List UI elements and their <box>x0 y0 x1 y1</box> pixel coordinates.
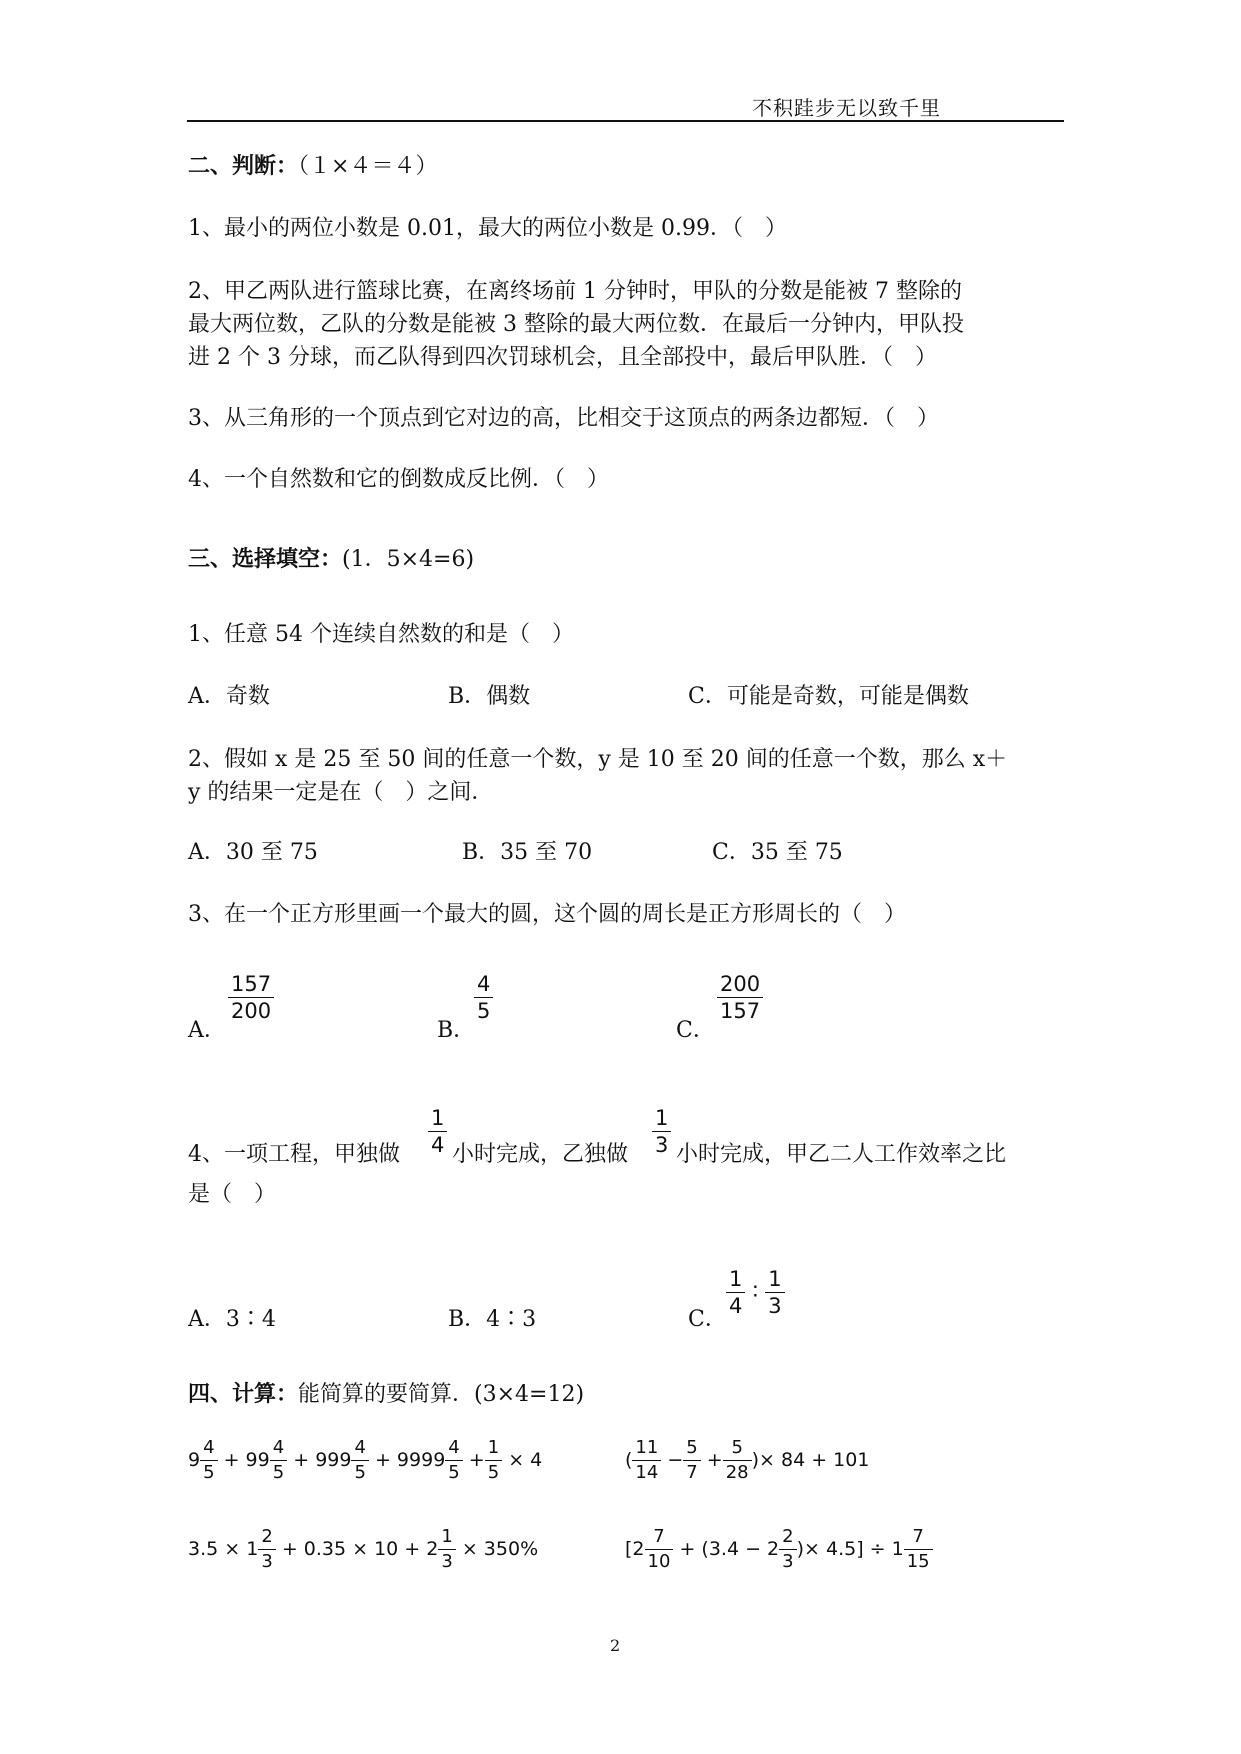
sec3-q4-option-a: A．3∶4 <box>188 1307 276 1332</box>
sec2-item-2-line2: 最大两位数，乙队的分数是能被 3 整除的最大两位数．在最后一分钟内，甲队投 <box>188 312 964 337</box>
sec3-q3-option-a-label: A． <box>188 1018 226 1043</box>
fraction-denominator: 3 <box>261 1551 273 1572</box>
fraction-numerator: 7 <box>645 1525 674 1550</box>
ratio-colon: ∶ <box>752 1280 759 1305</box>
expr-text: + 99 <box>223 1449 270 1471</box>
fraction-numerator: 4 <box>445 1436 462 1461</box>
calc-expression-3 <box>188 1525 538 1574</box>
expr-text: + <box>706 1449 723 1471</box>
sec2-item-1: 1、最小的两位小数是 0.01，最大的两位小数是 0.99．（ ） <box>188 216 787 241</box>
fraction-denominator: 5 <box>203 1462 215 1483</box>
section-2-score: （１×４＝４） <box>298 154 438 179</box>
fraction-numerator: 1 <box>428 1105 447 1132</box>
expr-text: + 9999 <box>374 1449 446 1471</box>
sec3-q3: 3、在一个正方形里画一个最大的圆，这个圆的周长是正方形周长的（ ） <box>188 902 906 927</box>
section-2-title: 二、判断： <box>188 154 299 179</box>
sec3-q2-line1: 2、假如 x 是 25 至 50 间的任意一个数，y 是 10 至 20 间的任意一个数，那么 x＋ <box>188 747 1008 772</box>
fraction-denominator: 3 <box>441 1551 453 1572</box>
fraction-numerator: 200 <box>717 971 763 998</box>
sec3-q4-option-c-label: C． <box>688 1307 727 1332</box>
sec3-q2-option-c: C．35 至 75 <box>712 840 843 865</box>
sec2-item-2-line1: 2、甲乙两队进行篮球比赛，在离终场前 1 分钟时，甲队的分数是能被 7 整除的 <box>188 279 962 304</box>
fraction-denominator: 28 <box>725 1462 749 1483</box>
sec3-q4-part3: 小时完成，甲乙二人工作效率之比 <box>676 1142 1007 1167</box>
sec3-q3-option-b-label: B． <box>437 1018 476 1043</box>
section-2-heading <box>188 150 437 183</box>
calc-expression-4 <box>625 1525 933 1574</box>
expr-text: ( <box>625 1449 633 1471</box>
section-3-heading <box>188 543 474 576</box>
sec3-q1-option-b: B．偶数 <box>448 684 531 709</box>
sec3-q3-option-c-label: C． <box>676 1018 715 1043</box>
sec3-q4-option-c-ratio <box>726 1266 785 1319</box>
sec3-q1-option-a: A．奇数 <box>188 684 270 709</box>
fraction-denominator: 5 <box>477 999 491 1023</box>
fraction-numerator: 1 <box>485 1436 502 1461</box>
fraction-denominator: 4 <box>431 1133 445 1157</box>
sec2-item-3: 3、从三角形的一个顶点到它对边的高，比相交于这顶点的两条边都短．（ ） <box>188 406 939 431</box>
calc-expression-1 <box>188 1436 542 1485</box>
fraction-denominator: 5 <box>272 1462 285 1483</box>
sec3-q4-part1: 4、一项工程，甲独做 <box>188 1142 400 1167</box>
expr-text: + (3.4 − 2 <box>679 1538 780 1560</box>
expr-text: + 0.35 × 10 + 2 <box>281 1538 439 1560</box>
fraction-numerator: 2 <box>779 1525 796 1550</box>
section-4-title: 四、计算： <box>188 1382 299 1407</box>
expr-text: × 4 <box>508 1449 543 1471</box>
fraction-numerator: 1 <box>438 1525 455 1550</box>
fraction-denominator: 200 <box>231 999 272 1023</box>
fraction-numerator: 1 <box>765 1266 784 1293</box>
expr-text: − <box>667 1449 684 1471</box>
sec3-q2-option-a: A．30 至 75 <box>188 840 318 865</box>
section-4-subtitle: 能简算的要简算．(3×4=12) <box>298 1382 585 1407</box>
sec2-item-4: 4、一个自然数和它的倒数成反比例．（ ） <box>188 467 609 492</box>
fraction-denominator: 15 <box>906 1551 930 1572</box>
header-rule <box>187 120 1064 122</box>
calc-expression-2 <box>625 1436 869 1485</box>
header-motto: 不积跬步无以致千里 <box>752 96 941 120</box>
section-4-heading <box>188 1378 584 1411</box>
fraction-denominator: 157 <box>720 999 761 1023</box>
section-3-score: (1．5×4=6) <box>342 547 475 572</box>
sec3-q3-option-b-fraction <box>474 971 493 1024</box>
fraction-numerator: 4 <box>200 1436 217 1461</box>
sec3-q4-fraction-2 <box>652 1105 671 1158</box>
fraction-numerator: 4 <box>351 1436 368 1461</box>
sec3-q3-option-c-fraction <box>717 971 763 1024</box>
fraction-denominator: 3 <box>768 1294 782 1318</box>
sec3-q4-fraction-1 <box>428 1105 447 1158</box>
expr-text: 3.5 × 1 <box>188 1538 259 1560</box>
fraction-denominator: 7 <box>686 1462 698 1483</box>
sec2-item-2-line3: 进 2 个 3 分球，而乙队得到四次罚球机会，且全部投中，最后甲队胜．（ ） <box>188 345 937 370</box>
expr-text: × 350% <box>461 1538 539 1560</box>
fraction-numerator: 4 <box>474 971 493 998</box>
fraction-denominator: 5 <box>487 1462 500 1483</box>
fraction-numerator: 4 <box>270 1436 287 1461</box>
fraction-numerator: 5 <box>723 1436 752 1461</box>
fraction-denominator: 3 <box>655 1133 669 1157</box>
fraction-denominator: 14 <box>635 1462 659 1483</box>
sec3-q4-part2: 小时完成，乙独做 <box>452 1142 629 1167</box>
expr-text: )× 84 + 101 <box>751 1449 870 1471</box>
expr-text: [2 <box>625 1538 645 1560</box>
fraction-numerator: 157 <box>228 971 274 998</box>
sec3-q2-line2: y 的结果一定是在（ ）之间． <box>188 780 494 805</box>
sec3-q3-option-a-fraction <box>228 971 274 1024</box>
expr-text: 9 <box>188 1449 201 1471</box>
fraction-numerator: 1 <box>652 1105 671 1132</box>
fraction-denominator: 5 <box>448 1462 460 1483</box>
fraction-denominator: 3 <box>782 1551 794 1572</box>
fraction-denominator: 10 <box>647 1551 671 1572</box>
fraction-denominator: 4 <box>729 1294 743 1318</box>
fraction-numerator: 1 <box>726 1266 745 1293</box>
expr-text: + 999 <box>293 1449 352 1471</box>
section-3-title: 三、选择填空： <box>188 547 343 572</box>
fraction-numerator: 11 <box>632 1436 661 1461</box>
sec3-q1: 1、任意 54 个连续自然数的和是（ ） <box>188 622 574 647</box>
sec3-q4-option-b: B．4∶3 <box>448 1307 537 1332</box>
expr-text: + <box>468 1449 485 1471</box>
fraction-numerator: 5 <box>683 1436 700 1461</box>
sec3-q2-option-b: B．35 至 70 <box>462 840 593 865</box>
fraction-numerator: 2 <box>258 1525 275 1550</box>
fraction-denominator: 5 <box>354 1462 366 1483</box>
sec3-q1-option-c: C．可能是奇数，可能是偶数 <box>688 684 969 709</box>
expr-text: )× 4.5] ÷ 1 <box>796 1538 904 1560</box>
fraction-numerator: 7 <box>904 1525 933 1550</box>
page-number: 2 <box>610 1636 621 1655</box>
sec3-q4-line2: 是（ ） <box>188 1182 277 1207</box>
